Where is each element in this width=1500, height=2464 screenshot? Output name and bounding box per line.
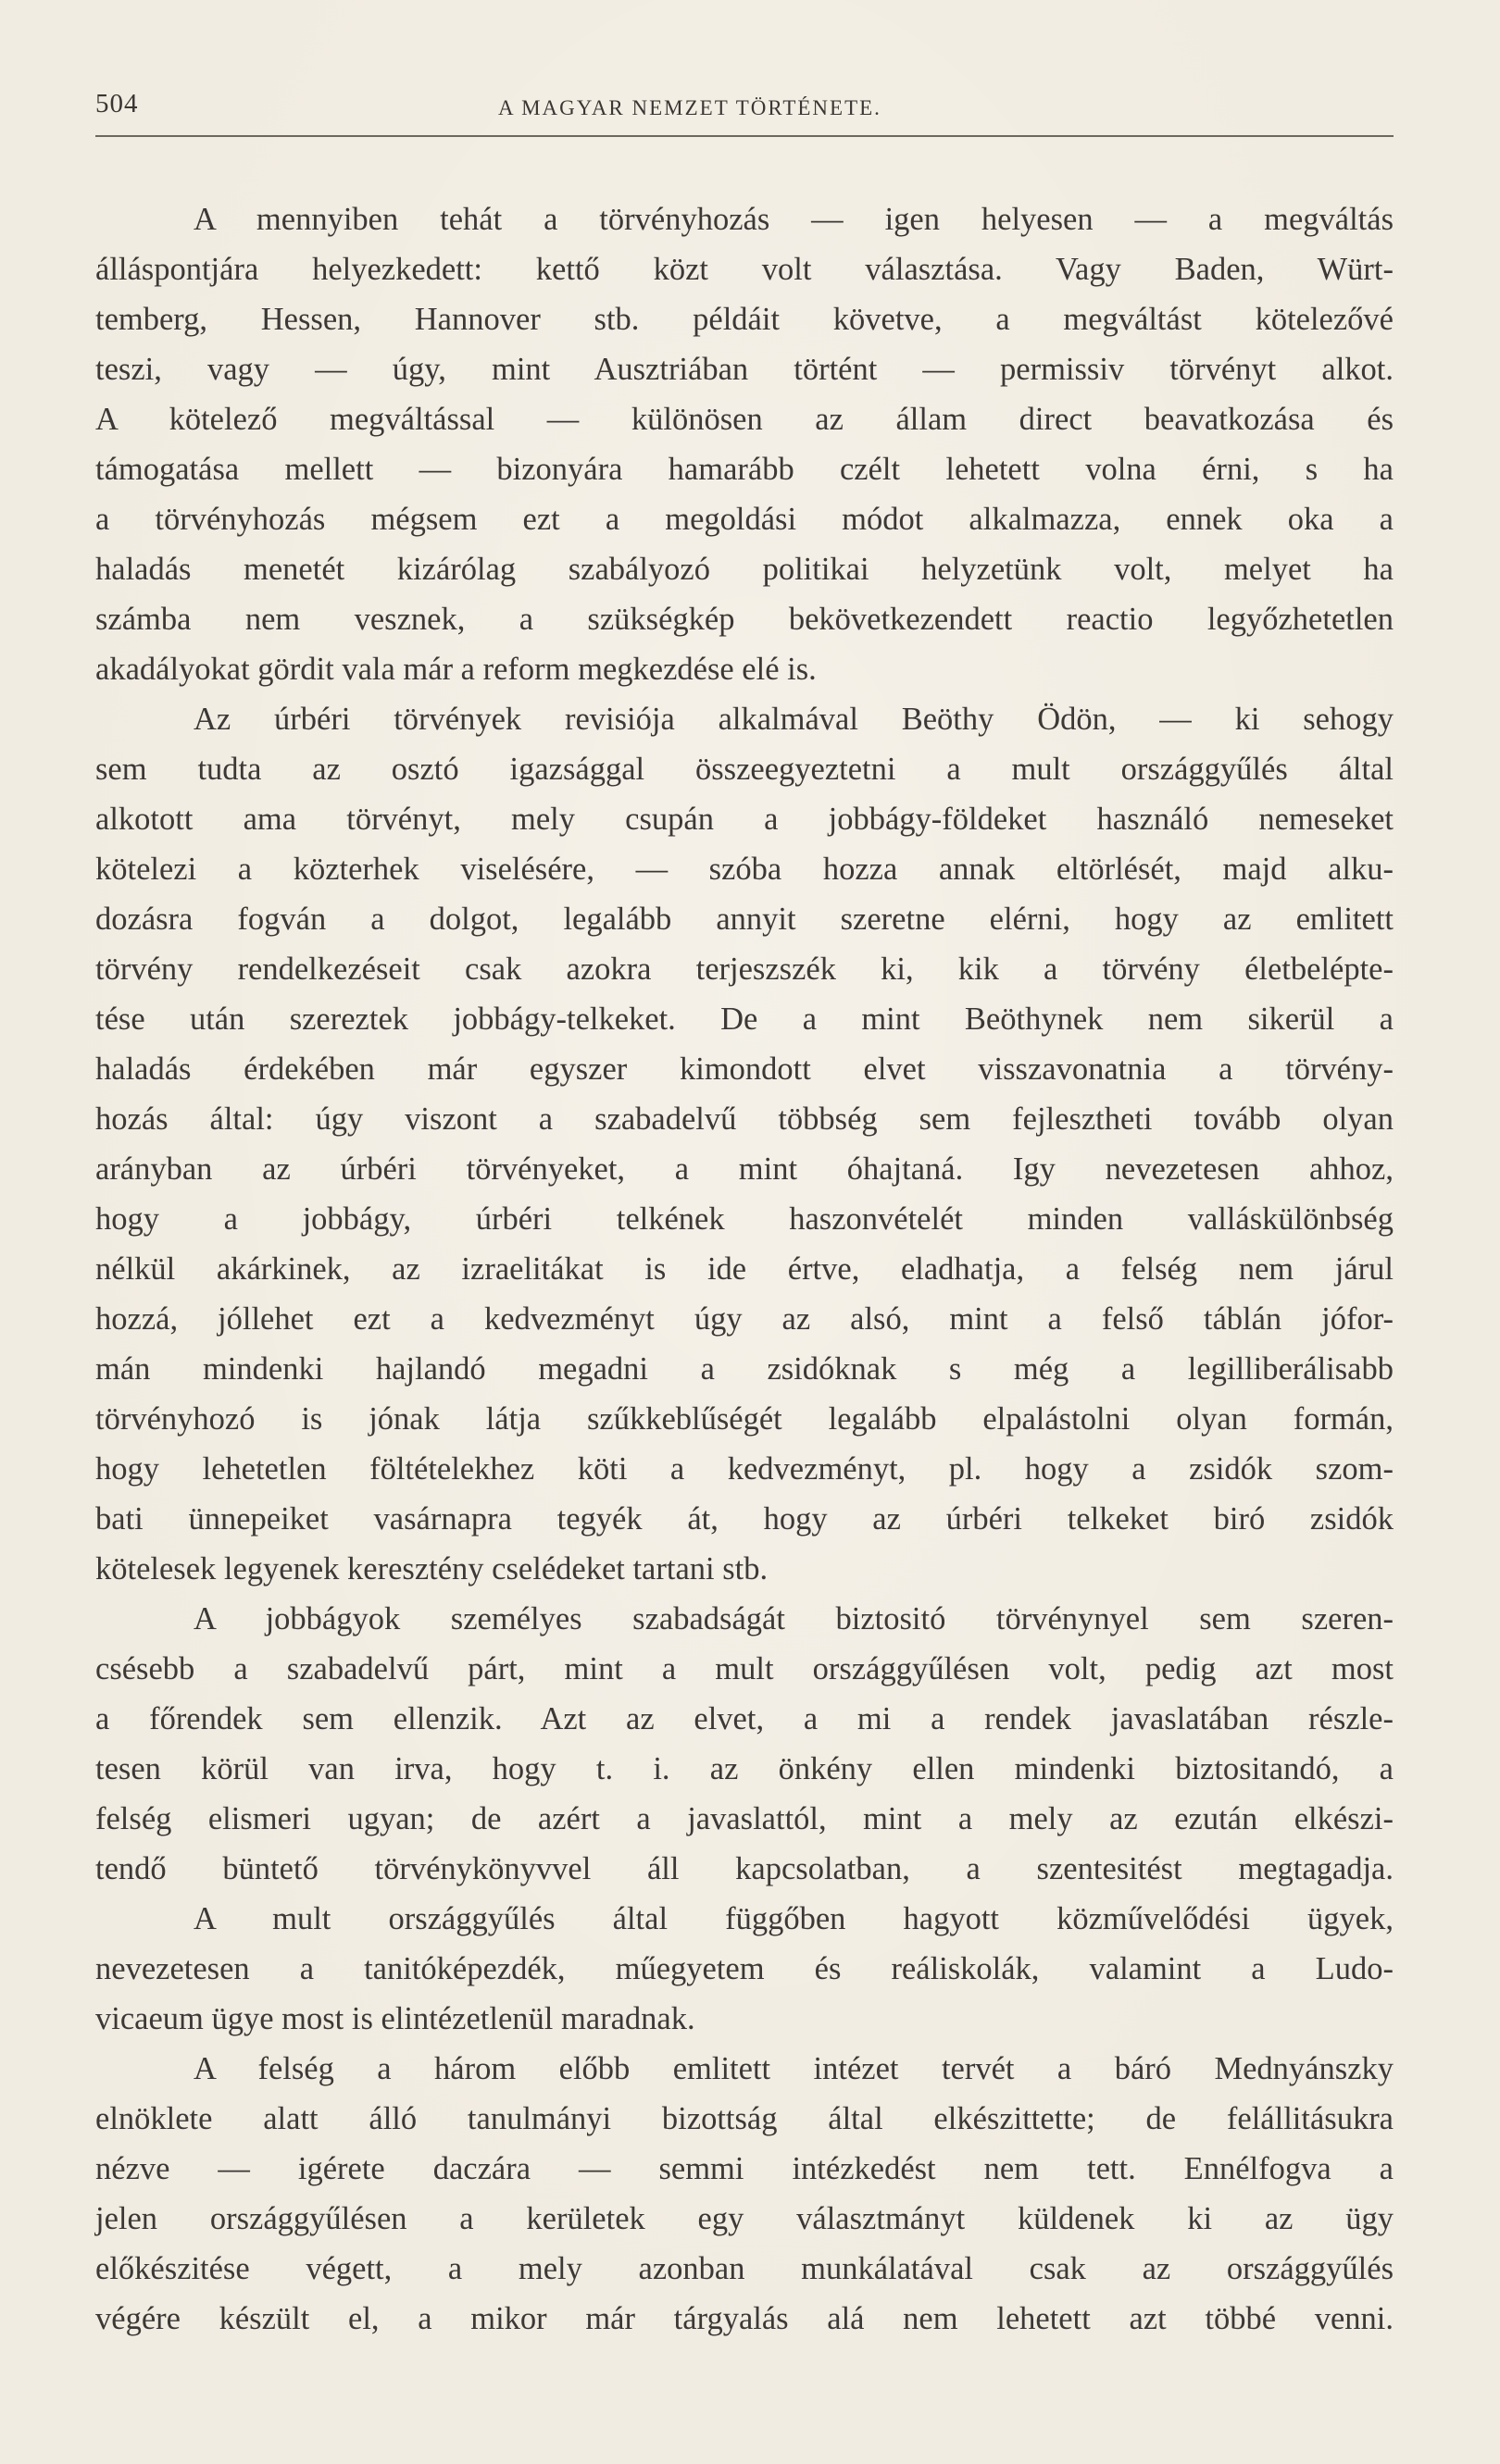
text-line: hozás által: úgy viszont a szabadelvű többség sem fejlesztheti tovább olyan <box>95 1101 1394 1137</box>
text-line: hozzá, jóllehet ezt a kedvezményt úgy az alsó, mint a felső táblán jófor- <box>95 1301 1394 1337</box>
text-line: teszi, vagy — úgy, mint Ausztriában történt — permissiv törvényt alkot. <box>95 352 1394 387</box>
text-line: akadályokat gördit vala már a reform megkezdése elé is. <box>95 652 817 687</box>
text-line: törvény rendelkezéseit csak azokra terjeszszék ki, kik a törvény életbelépte- <box>95 952 1394 987</box>
text-line: törvényhozó is jónak látja szűkkeblűségét legalább elpalástolni olyan formán, <box>95 1401 1394 1437</box>
text-line: felség elismeri ugyan; de azért a javaslattól, mint a mely az ezután elkészi- <box>95 1801 1394 1836</box>
header-rule <box>95 135 1394 137</box>
page-header <box>95 89 1394 128</box>
text-line: csésebb a szabadelvű párt, mint a mult országgyűlésen volt, pedig azt most <box>95 1651 1394 1686</box>
text-line: nélkül akárkinek, az izraelitákat is ide értve, eladhatja, a felség nem járul <box>95 1251 1394 1287</box>
text-line: a főrendek sem ellenzik. Azt az elvet, a mi a rendek javaslatában részle- <box>95 1701 1394 1736</box>
text-line: hogy a jobbágy, úrbéri telkének haszonvételét minden valláskülönbség <box>95 1201 1394 1237</box>
text-line: előkészitése végett, a mely azonban munkálatával csak az országgyűlés <box>95 2251 1394 2286</box>
text-line: bati ünnepeiket vasárnapra tegyék át, hogy az úrbéri telkeket biró zsidók <box>95 1501 1394 1537</box>
text-line: A kötelező megváltással — különösen az állam direct beavatkozása és <box>95 402 1394 437</box>
text-line: jelen országgyűlésen a kerületek egy választmányt küldenek ki az ügy <box>95 2201 1394 2236</box>
text-line: temberg, Hessen, Hannover stb. példáit követve, a megváltást kötelezővé <box>95 302 1394 337</box>
text-line: hogy lehetetlen föltételekhez köti a kedvezményt, pl. hogy a zsidók szom- <box>95 1451 1394 1487</box>
text-line: sem tudta az osztó igazsággal összeegyeztetni a mult országgyűlés által <box>95 752 1394 787</box>
text-line: A mennyiben tehát a törvényhozás — igen helyesen — a megváltás <box>194 202 1394 237</box>
text-line: tesen körül van irva, hogy t. i. az önkény ellen mindenki biztositandó, a <box>95 1751 1394 1786</box>
text-line: kötelezi a közterhek viselésére, — szóba hozza annak eltörlését, majd alku- <box>95 852 1394 887</box>
text-line: A felség a három előbb emlitett intézet tervét a báró Mednyánszky <box>194 2051 1394 2086</box>
text-line: dozásra fogván a dolgot, legalább annyit szeretne elérni, hogy az emlitett <box>95 902 1394 937</box>
text-line: nevezetesen a tanitóképezdék, műegyetem és reáliskolák, valamint a Ludo- <box>95 1951 1394 1986</box>
text-line: haladás érdekében már egyszer kimondott elvet visszavonatnia a törvény- <box>95 1052 1394 1087</box>
text-line: kötelesek legyenek keresztény cselédeket tartani stb. <box>95 1551 769 1587</box>
text-line: számba nem vesznek, a szükségkép bekövetkezendett reactio legyőzhetetlen <box>95 602 1394 637</box>
text-line: álláspontjára helyezkedett: kettő közt volt választása. Vagy Baden, Würt- <box>95 252 1394 287</box>
text-line: arányban az úrbéri törvényeket, a mint óhajtaná. Igy nevezetesen ahhoz, <box>95 1151 1394 1187</box>
page-number: 504 <box>95 89 139 118</box>
text-line: alkotott ama törvényt, mely csupán a jobbágy-földeket használó nemeseket <box>95 802 1394 837</box>
text-line: a törvényhozás mégsem ezt a megoldási módot alkalmazza, ennek oka a <box>95 502 1394 537</box>
text-line: A mult országgyűlés által függőben hagyott közművelődési ügyek, <box>194 1901 1394 1936</box>
text-line: vicaeum ügye most is elintézetlenül maradnak. <box>95 2001 695 2036</box>
text-line: A jobbágyok személyes szabadságát biztositó törvénynyel sem szeren- <box>194 1601 1394 1636</box>
text-line: végére készült el, a mikor már tárgyalás alá nem lehetett azt többé venni. <box>95 2301 1394 2336</box>
body-text <box>95 194 1394 2344</box>
text-line: mán mindenki hajlandó megadni a zsidóknak s még a legilliberálisabb <box>95 1351 1394 1387</box>
text-line: nézve — igérete daczára — semmi intézkedést nem tett. Ennélfogva a <box>95 2151 1394 2186</box>
text-line: elnöklete alatt álló tanulmányi bizottság által elkészittette; de felállitásukra <box>95 2101 1394 2136</box>
text-line: támogatása mellett — bizonyára hamarább czélt lehetett volna érni, s ha <box>95 452 1394 487</box>
text-line: haladás menetét kizárólag szabályozó politikai helyzetünk volt, melyet ha <box>95 552 1394 587</box>
text-line: Az úrbéri törvények revisiója alkalmával Beöthy Ödön, — ki sehogy <box>194 702 1394 737</box>
text-line: tése után szereztek jobbágy-telkeket. De a mint Beöthynek nem sikerül a <box>95 1002 1394 1037</box>
text-line: tendő büntető törvénykönyvvel áll kapcsolatban, a szentesitést megtagadja. <box>95 1851 1394 1886</box>
running-title: A MAGYAR NEMZET TÖRTÉNETE. <box>498 96 881 119</box>
